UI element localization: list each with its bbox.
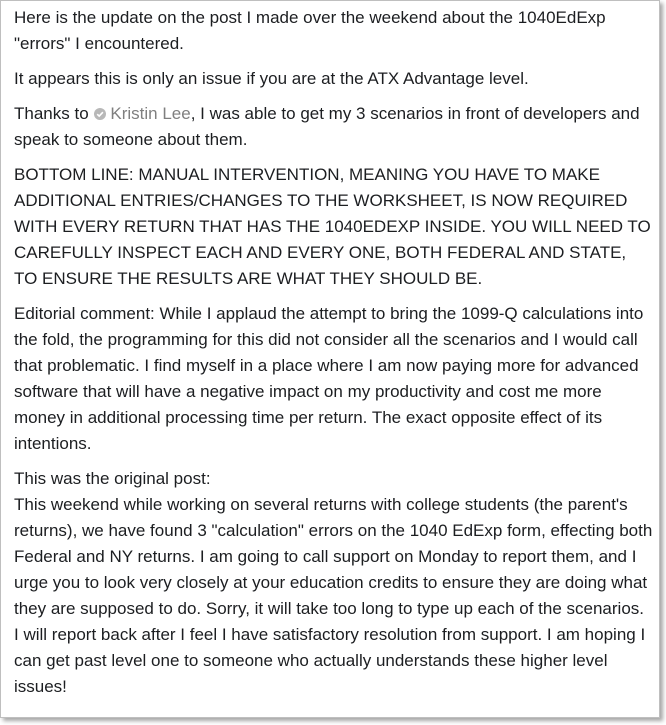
post-body (1, 1, 659, 700)
original-post-body: This weekend while working on several returns with college students (the parent's returns), we have found 3 "calculation" errors on the 1040 EdExp form, effecting both Federal and NY returns. I am going to call support on Monday to report them, and I urge you to look very closely at your education credits to ensure they are doing what they are supposed to do. Sorry, it will take too long to type up each of the scenarios. I will report back after I feel I have satisfactory resolution from support. I am hoping I can get past level one to someone who actually understands these higher level issues! (14, 495, 653, 696)
thanks-text-before: Thanks to (14, 104, 94, 123)
paragraph-thanks (14, 101, 653, 153)
mention-name[interactable]: Kristin Lee (110, 104, 191, 123)
paragraph-bottom-line: BOTTOM LINE: MANUAL INTERVENTION, MEANING YOU HAVE TO MAKE ADDITIONAL ENTRIES/CHANGES TO THE WORKSHEET, IS NOW REQUIRED WITH EVERY RETURN THAT HAS THE 1040EDEXP INSIDE. YOU WILL NEED TO CAREFULLY INSPECT EACH AND EVERY ONE, BOTH FEDERAL AND STATE, TO ENSURE THE RESULTS ARE WHAT THEY SHOULD BE. (14, 165, 651, 288)
paragraph-update-intro: Here is the update on the post I made over the weekend about the 1040EdExp "errors" I encountered. (14, 8, 606, 53)
original-post-heading: This was the original post: (14, 469, 211, 488)
paragraph-atx-advantage: It appears this is only an issue if you are at the ATX Advantage level. (14, 69, 529, 88)
thanks-text-after: , I was able to get my 3 scenarios in front of developers and speak to someone about them. (14, 104, 640, 149)
paragraph-editorial: Editorial comment: While I applaud the attempt to bring the 1099-Q calculations into the fold, the programming for this did not consider all the scenarios and I would call that problematic. I find myself in a place where I am now paying more for advanced software that will have a negative impact on my productivity and cost me more money in additional processing time per return. The exact opposite effect of its intentions. (14, 304, 644, 453)
mention-link[interactable] (93, 104, 190, 123)
paragraph-original-post (14, 466, 653, 700)
verified-check-icon (94, 108, 106, 120)
